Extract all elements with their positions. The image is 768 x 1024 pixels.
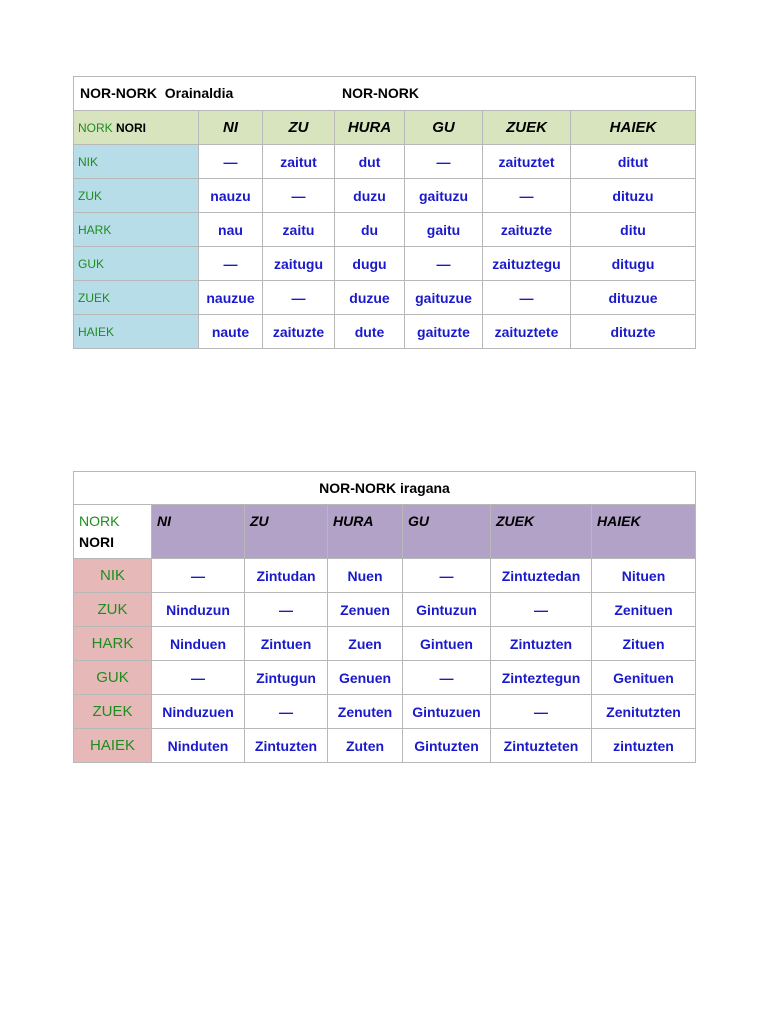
- table-cell: ditugu: [571, 247, 696, 281]
- row-header: ZUK: [74, 179, 199, 213]
- table-cell: —: [405, 145, 483, 179]
- table-cell: ditu: [571, 213, 696, 247]
- table-cell: zaitut: [263, 145, 335, 179]
- column-header: ZU: [263, 111, 335, 145]
- nor-nork-orainaldia-table: [73, 76, 696, 349]
- table-cell: Zituen: [592, 627, 696, 661]
- row-header: GUK: [74, 247, 199, 281]
- table-cell: Genituen: [592, 661, 696, 695]
- table-cell: —: [491, 695, 592, 729]
- table-row: [74, 213, 696, 247]
- table2-title: NOR-NORK iragana: [74, 472, 696, 505]
- table-cell: zintuzten: [592, 729, 696, 763]
- row-header: NIK: [74, 145, 199, 179]
- table-cell: —: [245, 593, 328, 627]
- table2-title-row: [74, 472, 696, 505]
- table-cell: Zuen: [328, 627, 403, 661]
- table-cell: zaituzte: [263, 315, 335, 349]
- table-cell: ditut: [571, 145, 696, 179]
- table-cell: dituzu: [571, 179, 696, 213]
- table-cell: Zenitutzten: [592, 695, 696, 729]
- table-cell: —: [405, 247, 483, 281]
- table-cell: Zenituen: [592, 593, 696, 627]
- table-cell: Zintuztedan: [491, 559, 592, 593]
- table2-header-row: [74, 505, 696, 559]
- table-cell: zaituztegu: [483, 247, 571, 281]
- table1-subtitle: NOR-NORK: [342, 85, 419, 101]
- corner-nork-label: NORK: [79, 513, 120, 529]
- table-cell: nau: [199, 213, 263, 247]
- table-cell: —: [152, 559, 245, 593]
- table-cell: Nuen: [328, 559, 403, 593]
- table-cell: zaituzte: [483, 213, 571, 247]
- table-row: [74, 729, 696, 763]
- table-cell: dituzte: [571, 315, 696, 349]
- table1-header-row: [74, 111, 696, 145]
- column-header: ZUEK: [483, 111, 571, 145]
- table-cell: Ninduen: [152, 627, 245, 661]
- table-cell: Zintuzteten: [491, 729, 592, 763]
- table-cell: Zintudan: [245, 559, 328, 593]
- table-cell: Ninduten: [152, 729, 245, 763]
- table-cell: zaituztet: [483, 145, 571, 179]
- table-cell: —: [483, 179, 571, 213]
- table-cell: —: [263, 179, 335, 213]
- row-header: ZUK: [74, 593, 152, 627]
- row-header: NIK: [74, 559, 152, 593]
- table-row: [74, 145, 696, 179]
- table-cell: Zintuzten: [491, 627, 592, 661]
- column-header: ZUEK: [491, 505, 592, 559]
- table-cell: zaitu: [263, 213, 335, 247]
- corner-nori-label: NORI: [116, 120, 147, 135]
- table-row: [74, 247, 696, 281]
- table1-corner-cell: [74, 111, 199, 145]
- table-cell: Zintugun: [245, 661, 328, 695]
- table-cell: —: [152, 661, 245, 695]
- table-row: [74, 281, 696, 315]
- table-cell: zaitugu: [263, 247, 335, 281]
- table-cell: nauzu: [199, 179, 263, 213]
- row-header: HARK: [74, 213, 199, 247]
- table-cell: Gintuzuen: [403, 695, 491, 729]
- table-cell: gaituzte: [405, 315, 483, 349]
- table-row: [74, 315, 696, 349]
- table-cell: Zenuten: [328, 695, 403, 729]
- table-cell: dute: [335, 315, 405, 349]
- column-header: NI: [199, 111, 263, 145]
- table-cell: Ninduzun: [152, 593, 245, 627]
- table-cell: dut: [335, 145, 405, 179]
- table-row: [74, 179, 696, 213]
- table-cell: Zinteztegun: [491, 661, 592, 695]
- table-cell: —: [483, 281, 571, 315]
- table-cell: duzue: [335, 281, 405, 315]
- table-row: [74, 627, 696, 661]
- nor-nork-iragana-table: [73, 471, 696, 763]
- table1-title: NOR-NORK Orainaldia: [80, 85, 234, 101]
- table-cell: Zuten: [328, 729, 403, 763]
- row-header: HAIEK: [74, 315, 199, 349]
- table-cell: Zintuen: [245, 627, 328, 661]
- row-header: ZUEK: [74, 695, 152, 729]
- table-cell: —: [199, 145, 263, 179]
- column-header: GU: [403, 505, 491, 559]
- table-cell: dituzue: [571, 281, 696, 315]
- table-row: [74, 661, 696, 695]
- table-cell: duzu: [335, 179, 405, 213]
- column-header: NI: [152, 505, 245, 559]
- table-cell: nauzue: [199, 281, 263, 315]
- table-cell: Zenuen: [328, 593, 403, 627]
- table-cell: Ninduzuen: [152, 695, 245, 729]
- column-header: HURA: [335, 111, 405, 145]
- table-cell: —: [245, 695, 328, 729]
- table-cell: Zintuzten: [245, 729, 328, 763]
- table1-title-cell: [74, 77, 696, 111]
- table-cell: —: [403, 559, 491, 593]
- column-header: HAIEK: [592, 505, 696, 559]
- table-cell: Gintuzten: [403, 729, 491, 763]
- row-header: ZUEK: [74, 281, 199, 315]
- table-cell: —: [263, 281, 335, 315]
- table-row: [74, 695, 696, 729]
- row-header: HARK: [74, 627, 152, 661]
- table-cell: gaituzue: [405, 281, 483, 315]
- corner-nork-label: NORK: [78, 120, 113, 135]
- table2-corner-cell: [74, 505, 152, 559]
- table-cell: Gintuen: [403, 627, 491, 661]
- table-cell: —: [403, 661, 491, 695]
- row-header: HAIEK: [74, 729, 152, 763]
- row-header: GUK: [74, 661, 152, 695]
- table-cell: Genuen: [328, 661, 403, 695]
- table-cell: Gintuzun: [403, 593, 491, 627]
- table-cell: naute: [199, 315, 263, 349]
- table-cell: dugu: [335, 247, 405, 281]
- column-header: GU: [405, 111, 483, 145]
- table-cell: gaituzu: [405, 179, 483, 213]
- table1-title-row: [74, 77, 696, 111]
- column-header: HURA: [328, 505, 403, 559]
- column-header: ZU: [245, 505, 328, 559]
- table-cell: du: [335, 213, 405, 247]
- table-cell: —: [199, 247, 263, 281]
- corner-nori-label: NORI: [79, 534, 114, 550]
- table-cell: —: [491, 593, 592, 627]
- table-cell: zaituztete: [483, 315, 571, 349]
- table-cell: Nituen: [592, 559, 696, 593]
- table-row: [74, 559, 696, 593]
- column-header: HAIEK: [571, 111, 696, 145]
- table-row: [74, 593, 696, 627]
- table-cell: gaitu: [405, 213, 483, 247]
